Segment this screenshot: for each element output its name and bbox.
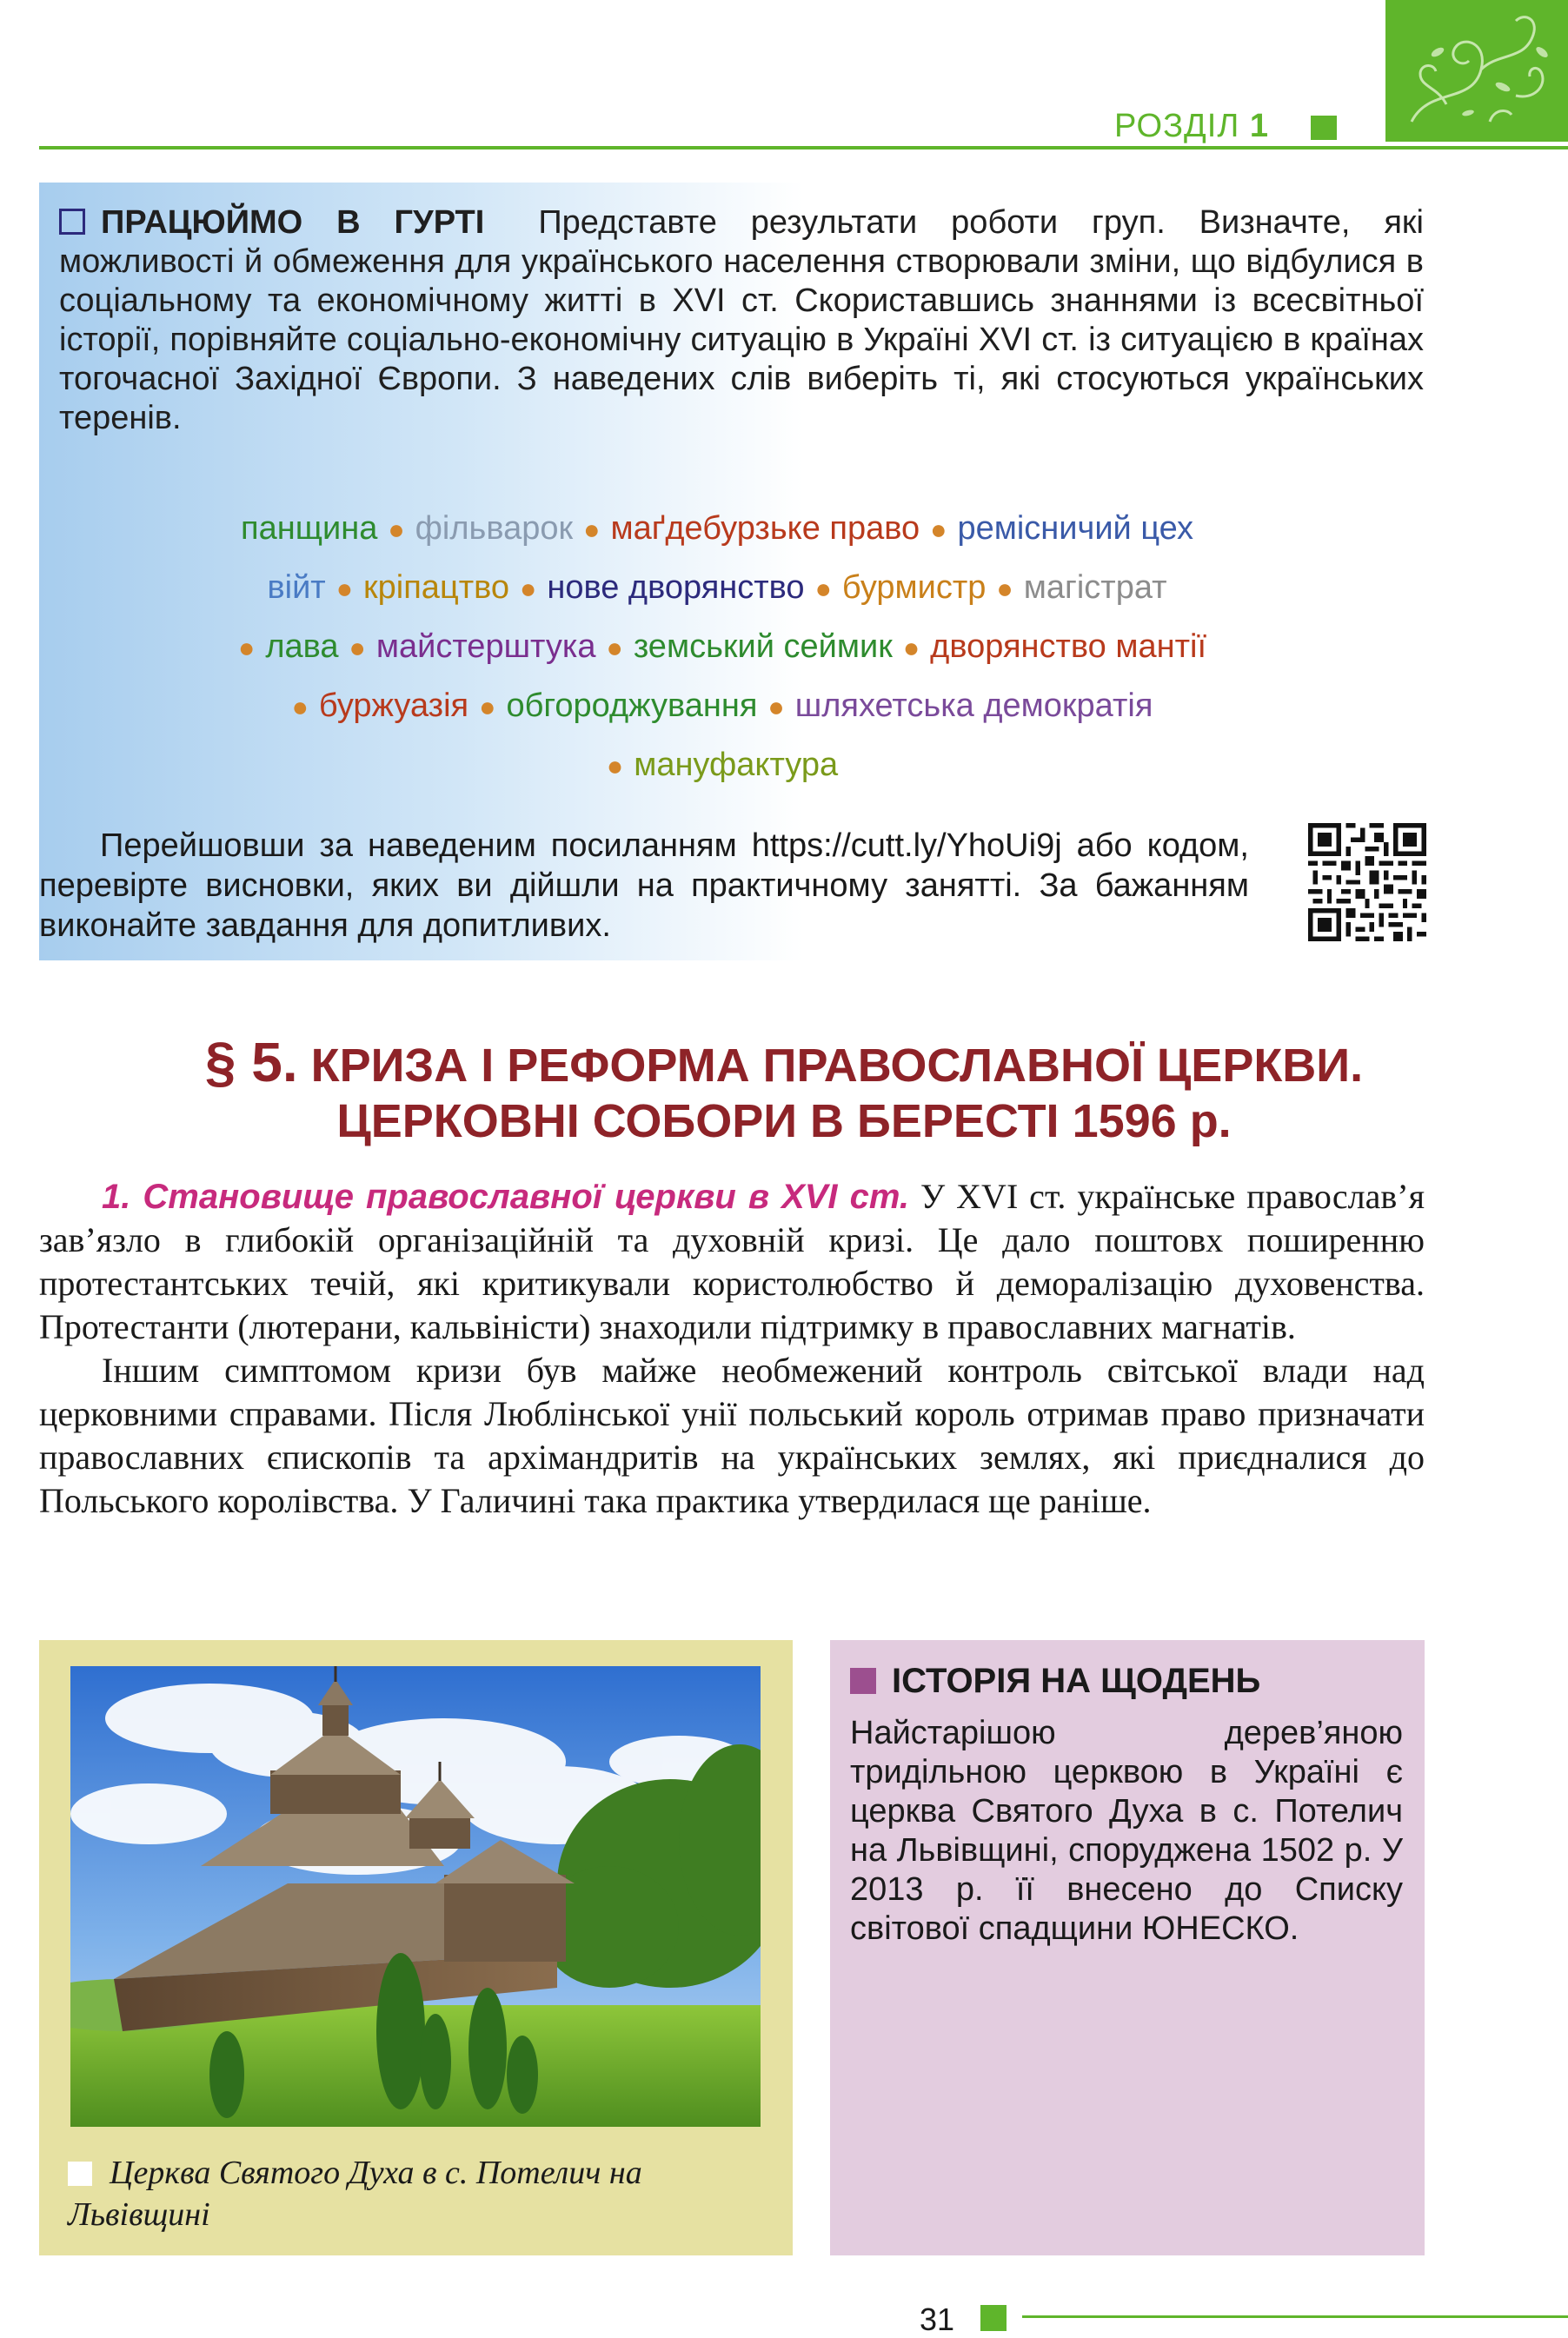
term-item: обгороджування — [506, 687, 758, 724]
term-item: лава — [265, 628, 339, 665]
term-item: ремісничий цех — [957, 510, 1193, 547]
term-item: дворянство мантії — [930, 628, 1207, 665]
section-word: РОЗДІЛ — [1114, 108, 1240, 144]
history-title — [850, 1662, 1260, 1701]
history-title-text: ІСТОРІЯ НА ЩОДЕНЬ — [892, 1662, 1261, 1700]
terms-line — [39, 618, 1395, 677]
term-item: нове дворянство — [547, 569, 805, 606]
section-number: 1 — [1249, 108, 1269, 144]
bullet-dot-icon: ● — [237, 632, 256, 663]
wooden-church-image — [70, 1666, 761, 2127]
terms-line — [39, 677, 1395, 736]
photo-caption — [68, 2152, 763, 2235]
bullet-dot-icon: ● — [606, 632, 623, 663]
term-item: маґдебурзьке право — [610, 510, 920, 547]
swirl-ornament-icon — [1385, 0, 1568, 142]
bullet-dot-icon: ● — [996, 573, 1013, 604]
section-label — [1114, 108, 1269, 145]
terms-cloud — [39, 500, 1395, 795]
bullet-dot-icon: ● — [520, 573, 537, 604]
terms-line — [39, 500, 1395, 559]
checkbox-icon — [59, 209, 85, 235]
page-number: 31 — [920, 2301, 955, 2337]
bullet-dot-icon: ● — [336, 573, 354, 604]
body-text — [39, 1175, 1425, 1523]
term-item: магістрат — [1023, 569, 1167, 606]
paragraph-1-text: У XVI ст. українське православ’я зав’язло в глибокій організаційній та духовній кризі. Це дало поштовх поширенню протестантських течій, які критикували користолюбство й деморалізацію духовенства. Протестанти (лютерани, кальвіністи) знаходили підтримку в православних магнатів. — [39, 1177, 1425, 1346]
term-item: панщина — [241, 510, 378, 547]
bullet-dot-icon: ● — [902, 632, 920, 663]
section-square-icon — [1311, 116, 1337, 140]
header-rule — [39, 146, 1568, 149]
corner-ornament — [1385, 0, 1568, 142]
section-title-line2: ЦЕРКОВНІ СОБОРИ В БЕРЕСТІ 1596 р. — [336, 1095, 1232, 1147]
footer-square-icon — [980, 2305, 1007, 2331]
term-item: кріпацтво — [363, 569, 510, 606]
section-title-line1: КРИЗА І РЕФОРМА ПРАВОСЛАВНОЇ ЦЕРКВИ. — [310, 1039, 1364, 1092]
bullet-dot-icon: ● — [814, 573, 832, 604]
group-work-title: ПРАЦЮЙМО В ГУРТІ — [101, 204, 485, 241]
terms-line — [39, 736, 1395, 795]
bullet-dot-icon: ● — [606, 750, 624, 781]
caption-square-icon — [68, 2162, 92, 2186]
bullet-dot-icon: ● — [930, 514, 947, 545]
church-photo — [70, 1666, 761, 2127]
term-item: війт — [267, 569, 326, 606]
qr-code-icon[interactable] — [1308, 823, 1426, 941]
term-item: бурмистр — [841, 569, 987, 606]
paragraph-1 — [39, 1175, 1425, 1349]
photo-caption-text: Церква Святого Духа в с. Потелич на Львівщині — [68, 2155, 642, 2233]
bullet-dot-icon: ● — [583, 514, 601, 545]
bullet-dot-icon: ● — [388, 514, 405, 545]
bullet-dot-icon: ● — [767, 691, 785, 722]
term-item: мануфактура — [634, 747, 839, 783]
qr-instructions: Перейшовши за наведеним посиланням https://cutt.ly/YhoUi9j або кодом, перевірте висновки, яких ви дійшли на практичному занятті. За бажанням виконайте завдання для допитливих. — [39, 827, 1249, 944]
term-item: буржуазія — [318, 687, 469, 724]
section-title — [39, 1031, 1529, 1149]
paragraph-2: Іншим симптомом кризи був майже необмежений контроль світської влади над церковними справами. Після Люблінської унії польський король отримав право призначати православних єпископів та архімандритів на українських землях, які приєдналися до Польського королівства. У Галичині така практика утвердилася ще раніше. — [39, 1351, 1425, 1520]
section-number-label: § 5. — [204, 1031, 298, 1093]
subheading: 1. Становище православної церкви в XVI ст. — [102, 1178, 909, 1216]
bullet-dot-icon: ● — [349, 632, 366, 663]
history-text: Найстарішою дерев’яною тридільною церквою в Україні є церква Святого Духа в с. Потелич на Львівщині, споруджена 1502 р. У 2013 р. її внесено до Списку світової спадщини ЮНЕСКО. — [850, 1715, 1403, 1947]
bullet-dot-icon: ● — [479, 691, 496, 722]
term-item: земський сеймик — [633, 628, 893, 665]
terms-line — [39, 559, 1395, 618]
term-item: майстерштука — [375, 628, 596, 665]
group-work-instructions: Представте результати роботи груп. Визначте, які можливості й обмеження для українського населення створювали зміни, що відбулися в соціальному та економічному житті в XVI ст. Скориставшись знаннями із всесвітньої історії, порівняйте соціально-економічну ситуацію в Україні XVI ст. із ситуацією в країнах тогочасної Західної Європи. З наведених слів виберіть ті, які стосуються українських теренів. — [59, 204, 1424, 436]
group-work-text — [59, 203, 1424, 438]
bullet-dot-icon: ● — [291, 691, 309, 722]
history-square-icon — [850, 1668, 876, 1694]
term-item: фільварок — [415, 510, 574, 547]
term-item: шляхетська демократія — [794, 687, 1153, 724]
footer-rule — [1022, 2315, 1568, 2318]
